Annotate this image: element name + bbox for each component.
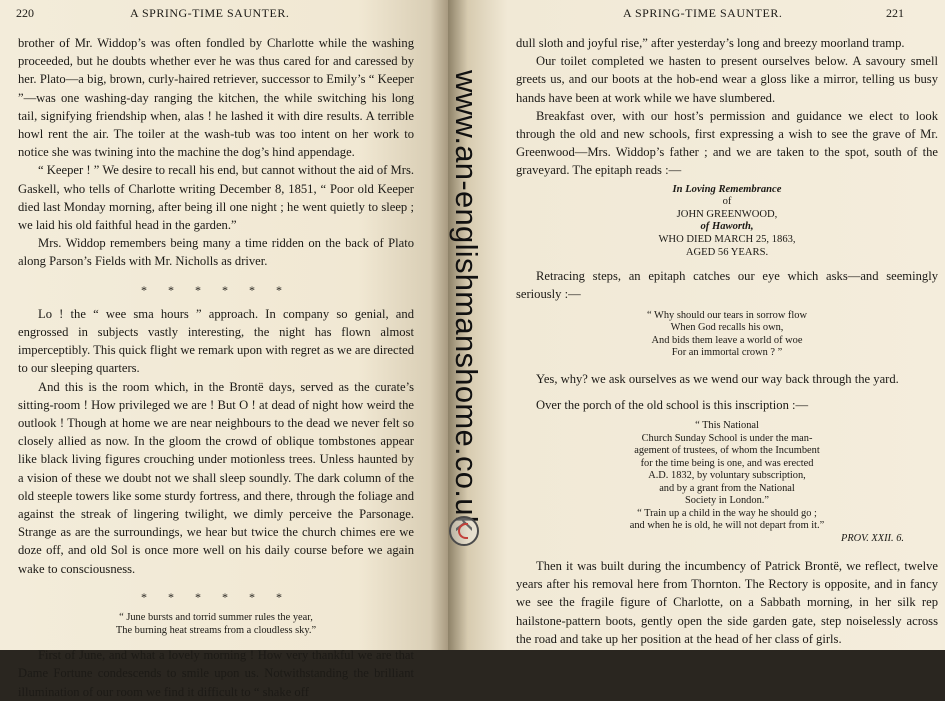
epitaph-line: of Haworth, [700,221,754,233]
page-number: 221 [886,6,904,20]
verse-line: “ Why should our tears in sorrow flow [647,309,807,321]
left-page [0,0,448,699]
verse-line: “ June bursts and torrid summer rules the year, [119,612,313,624]
paragraph: Then it was built during the incumbency of Patrick Brontë, we reflect, twelve years after his removal here from Thornton. The Rectory is opposite, and in fancy we see the fragile figure of Charlotte, on a Sabbath morning, in her silk rep hailstone-pattern boots, gently open the side garden gate, step noiselessly across the road and take up her position at the head of her class of girls. [516,559,938,646]
paragraph: Retracing steps, an epitaph catches our eye which asks—and seemingly seriously :— [516,269,938,302]
section-break: * * * * * * [141,282,291,297]
right-page [448,0,945,650]
proverb-line: “ Train up a child in the way he should go ; [637,507,817,519]
inscription-line: “ This National [695,420,759,431]
proverb-line: and when he is old, he will not depart from it.” [629,520,825,531]
epitaph-line: In Loving Remembrance [672,183,782,195]
epitaph-line: of [722,196,732,208]
paragraph: “ Keeper ! ” We desire to recall his end, but cannot without the aid of Mrs. Gaskell, who tells of Charlotte writing December 8, 1851, “ Poor old Keeper died last Monday morning, after being ill one night ; he went quietly to sleep ; we laid his old faithful head in the garden.” [18,163,414,233]
paragraph: brother of Mr. Widdop’s was often fondled by Charlotte while the washing proceeded, but he doubts whether ever he was thus cared for and caressed by her. Plato—a big, brown, curly-haired retriever, successor to Emily’s “ Keeper ”—was one washing-day ranging the kitchen, the while switching his long tail, signifying friendship when, alas ! he lashed it with dire results. A terrible howl rent the air. The toiler at the wash-tub was too intent on her work to notice she was twining into the machine the dog’s hind appendage. [18,36,414,160]
page-number: 220 [16,6,34,20]
inscription-line: Society in London.” [685,495,769,506]
verse-line: When God recalls his own, [670,322,784,334]
epitaph-line: WHO DIED MARCH 25, 1863, [658,234,796,245]
paragraph: Over the porch of the old school is this inscription :— [536,397,809,412]
paragraph: Yes, why? we ask ourselves as we wend our way back through the yard. [536,371,899,386]
epitaph-line: AGED 56 YEARS. [685,246,769,258]
paragraph: Breakfast over, with our host’s permission and guidance we elect to look through the old and new schools, first expressing a wish to see the grave of Mr. Greenwood—Mrs. Widdop’s father ; and we are taken to the spot, south of the graveyard. The epitaph reads :— [516,108,938,178]
paragraph: Our toilet completed we hasten to present ourselves below. A savoury smell greets us, and our boots at the hob-end wear a gloss like a mirror, telling us busy hands have been at work while we have slumbered. [516,54,938,105]
school-inscription [516,420,938,545]
running-head: A SPRING-TIME SAUNTER. [623,6,783,20]
paragraph: dull sloth and joyful rise,” after yesterday’s long and breezy moorland tramp. [516,36,905,50]
verse [516,310,938,360]
inscription-line: for the time being is one, and was erected [640,457,814,469]
inscription-line: A.D. 1832, by voluntary subscription, [648,470,806,481]
section-break: * * * * * * [141,589,291,604]
paragraph: And this is the room which, in the Brontë days, served as the curate’s sitting-room ! How privileged we are ! But O ! at dead of night how weird the outlook ! Though at home we are near neighbours to the dead we never felt so closely allied as now. In the gloom the crowd of oblique tombstones appear like black living figures crouching under motionless trees. Unless haunted by a vision of these we doubt not we shall sleep soundly. The dark column of the old steeple towers like some sturdy fortress, and there, through the foliage and against the streak of lingering twilight, we dimly perceive the Parsonage. Strange as are the surroundings, we hear but twice the church chimes ere we doze off, and old Sol is once more well on his daily course before we again wake to consciousness. [18,379,414,576]
verse-line: And bids them leave a world of woe [651,334,803,346]
paragraph: Lo ! the “ wee sma hours ” approach. In company so genial, and engrossed in subjects vastly interesting, the night has flown almost imperceptibly. This quick flight we remark upon with regret as we are directed to our sleeping quarters. [18,306,414,376]
inscription-line: Church Sunday School is under the man- [641,432,813,444]
left-body [18,34,414,701]
epitaph-line: JOHN GREENWOOD, [676,208,778,220]
website-watermark: www.an-englishmanshome.co.uk [449,70,484,532]
proverb-reference: PROV. XXII. 6. [840,532,904,544]
right-body [516,34,938,648]
paragraph: First of June, and what a lovely morning ! How very thankful we are that Dame Fortune condescends to smile upon us. Notwithstanding the brilliant illumination of our room we find it difficult to “ shake off [18,648,414,699]
running-head: A SPRING-TIME SAUNTER. [130,6,290,20]
paragraph: Mrs. Widdop remembers being many a time ridden on the back of Plato along Parson’s Fields with Mr. Nicholls as driver. [18,236,414,269]
copyright-logo-icon [449,516,479,546]
inscription-line: agement of trustees, of whom the Incumbent [634,445,820,456]
epitaph-greenwood [516,184,938,260]
verse [18,612,414,637]
verse-line: For an immortal crown ? ” [671,347,783,359]
inscription-line: and by a grant from the National [659,482,795,494]
verse-line: The burning heat streams from a cloudless sky.” [115,624,317,636]
